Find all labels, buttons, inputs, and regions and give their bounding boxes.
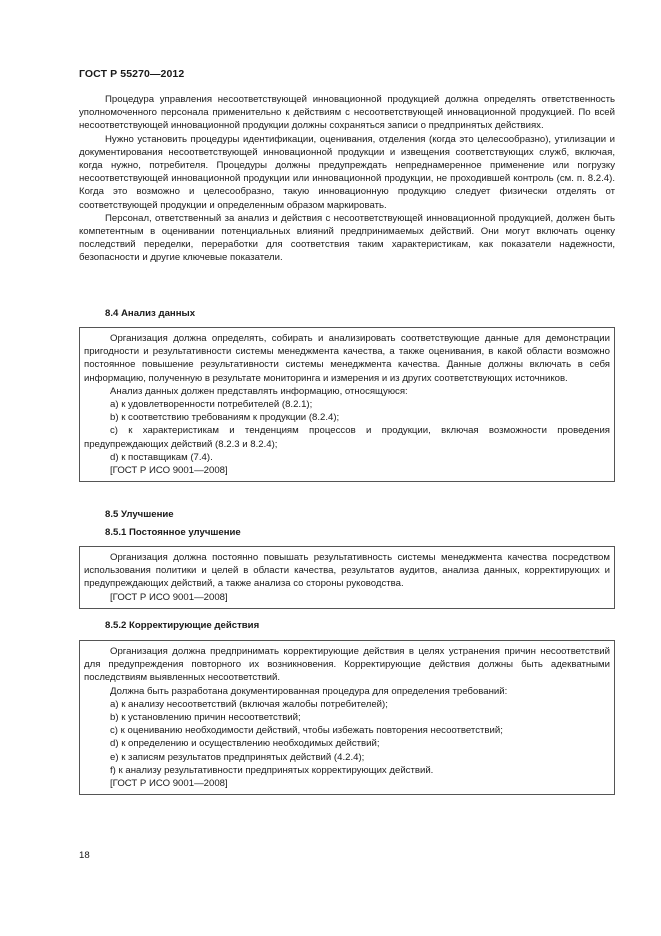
quote-box (79, 546, 615, 609)
subsection-heading: 8.5.2 Корректирующие действия (105, 620, 260, 631)
list-item: b) к соответствию требованиям к продукции (8.2.4); (110, 412, 340, 424)
reference: [ГОСТ Р ИСО 9001—2008] (110, 465, 228, 477)
paragraph: Процедура управления несоответствующей инновационной продукцией должна определять ответственность уполномоченного персонала применительно к действиям с несоответствующей инновационной продукцией. По всей несоответствующей инновационной продукции должны сохраняться записи о предпринятых действиях. (79, 94, 615, 132)
document-header: ГОСТ Р 55270—2012 (79, 68, 185, 80)
list-item: d) к поставщикам (7.4). (110, 451, 213, 463)
paragraph: Организация должна постоянно повышать результативность системы менеджмента качества посредством использования политики и целей в области качества, результатов аудитов, анализа данных, корректирующих и предупреждающих действий, а также анализа со стороны руководства. (84, 552, 610, 590)
list-item: f) к анализу результативности предпринятых корректирующих действий. (110, 764, 434, 776)
section-heading: 8.5 Улучшение (105, 509, 174, 520)
paragraph: Нужно установить процедуры идентификации, оценивания, отделения (когда это целесообразно), утилизации и документирования несоответствующей инновационной продукции и извещения соответствующих служб, включая, когда нужно, потребителя. Процедуры должны предупреждать непреднамеренное применение или погрузку несоответствующей инновационной продукции или инновационной продукции, не проходившей контроль (см. п. 8.2.4). Когда это возможно и целесообразно, такую инновационную продукцию следует физически отделять от соответствующей продукции и определенным образом маркировать. (79, 133, 615, 211)
list-item: c) к характеристикам и тенденциям процессов и продукции, включая возможности проведения предупреждающих действий (8.2.3 и 8.2.4); (84, 425, 610, 450)
paragraph: Персонал, ответственный за анализ и действия с несоответствующей инновационной продукцией, должен быть компетентным в оценивании потенциальных влияний предпринимаемых действий. Они могут включать оценку последствий переделки, переработки для соответствия таким характеристикам, как показатели надежности, безопасности и другие ключевые показатели. (79, 212, 615, 264)
list-item: e) к записям результатов предпринятых действий (4.2.4); (110, 751, 365, 763)
page-number: 18 (79, 850, 90, 861)
quote-box (79, 327, 615, 482)
list-item: c) к оцениванию необходимости действий, чтобы избежать повторения несоответствий; (110, 725, 503, 737)
list-item: a) к анализу несоответствий (включая жалобы потребителей); (110, 698, 388, 710)
list-item: a) к удовлетворенности потребителей (8.2.1); (110, 399, 313, 411)
paragraph: Должна быть разработана документированная процедура для определения требований: (110, 685, 508, 697)
section-heading: 8.4 Анализ данных (105, 308, 196, 319)
paragraph: Организация должна предпринимать корректирующие действия в целях устранения причин несоответствий для предупреждения повторного их возникновения. Корректирующие действия должны быть адекватными последствиям выявленных несоответствий. (84, 646, 610, 684)
quote-box (79, 640, 615, 795)
paragraph: Организация должна определять, собирать и анализировать соответствующие данные для демонстрации пригодности и результативности системы менеджмента качества, а также оценивания, в какой области возможно постоянное повышение результативности системы менеджмента качества. Данные должны включать в себя информацию, полученную в результате мониторинга и измерения и из других соответствующих источников. (84, 333, 610, 384)
paragraph: Анализ данных должен представлять информацию, относящуюся: (110, 385, 408, 397)
subsection-heading: 8.5.1 Постоянное улучшение (105, 527, 241, 538)
reference: [ГОСТ Р ИСО 9001—2008] (110, 591, 228, 603)
reference: [ГОСТ Р ИСО 9001—2008] (110, 778, 228, 790)
intro-text (79, 93, 615, 265)
list-item: b) к установлению причин несоответствий; (110, 712, 301, 724)
list-item: d) к определению и осуществлению необходимых действий; (110, 738, 380, 750)
